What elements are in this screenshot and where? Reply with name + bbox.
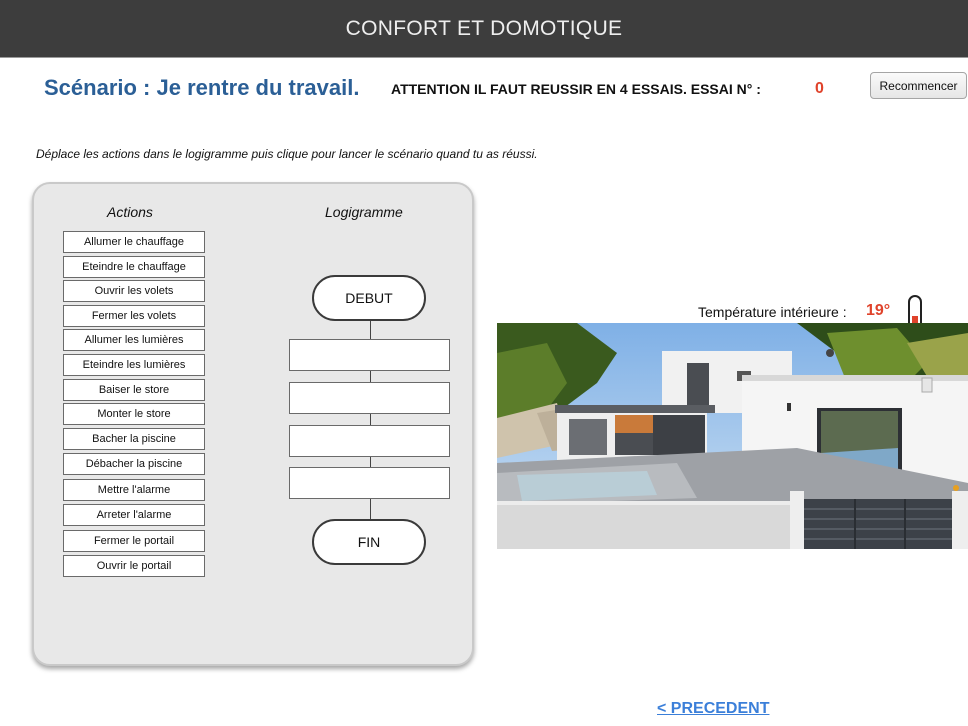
action-baisser-store[interactable]: Baiser le store xyxy=(63,379,205,401)
action-eteindre-chauffage[interactable]: Eteindre le chauffage xyxy=(63,256,205,278)
logigramme-heading: Logigramme xyxy=(325,204,403,220)
flowchart-start: DEBUT xyxy=(312,275,426,321)
action-allumer-lumieres[interactable]: Allumer les lumières xyxy=(63,329,205,351)
previous-link[interactable]: < PRECEDENT xyxy=(657,700,770,717)
flowchart-end: FIN xyxy=(312,519,426,565)
page-title: CONFORT ET DOMOTIQUE xyxy=(345,17,623,40)
flowchart-slot-2[interactable] xyxy=(289,382,450,414)
flowchart-slot-3[interactable] xyxy=(289,425,450,457)
action-ouvrir-volets[interactable]: Ouvrir les volets xyxy=(63,280,205,302)
action-eteindre-lumieres[interactable]: Eteindre les lumières xyxy=(63,354,205,376)
temperature-label: Température intérieure : xyxy=(698,304,847,320)
action-ouvrir-portail[interactable]: Ouvrir le portail xyxy=(63,555,205,577)
action-mettre-alarme[interactable]: Mettre l'alarme xyxy=(63,479,205,501)
action-bacher-piscine[interactable]: Bacher la piscine xyxy=(63,428,205,450)
action-fermer-portail[interactable]: Fermer le portail xyxy=(63,530,205,552)
header-bar xyxy=(0,0,968,58)
flowchart-slot-1[interactable] xyxy=(289,339,450,371)
restart-button[interactable]: Recommencer xyxy=(870,72,967,99)
instructions-text: Déplace les actions dans le logigramme puis clique pour lancer le scénario quand tu as réussi. xyxy=(36,147,538,161)
house-scene[interactable] xyxy=(497,323,968,549)
scenario-title: Scénario : Je rentre du travail. xyxy=(44,75,360,100)
action-fermer-volets[interactable]: Fermer les volets xyxy=(63,305,205,327)
temperature-value: 19° xyxy=(866,302,891,319)
action-arreter-alarme[interactable]: Arreter l'alarme xyxy=(63,504,205,526)
attempts-warning: ATTENTION IL FAUT REUSSIR EN 4 ESSAIS. ESSAI N° : xyxy=(391,81,761,97)
action-debacher-piscine[interactable]: Débacher la piscine xyxy=(63,453,205,475)
actions-heading: Actions xyxy=(107,204,153,220)
flowchart-slot-4[interactable] xyxy=(289,467,450,499)
action-monter-store[interactable]: Monter le store xyxy=(63,403,205,425)
action-allumer-chauffage[interactable]: Allumer le chauffage xyxy=(63,231,205,253)
attempt-counter: 0 xyxy=(815,80,824,97)
